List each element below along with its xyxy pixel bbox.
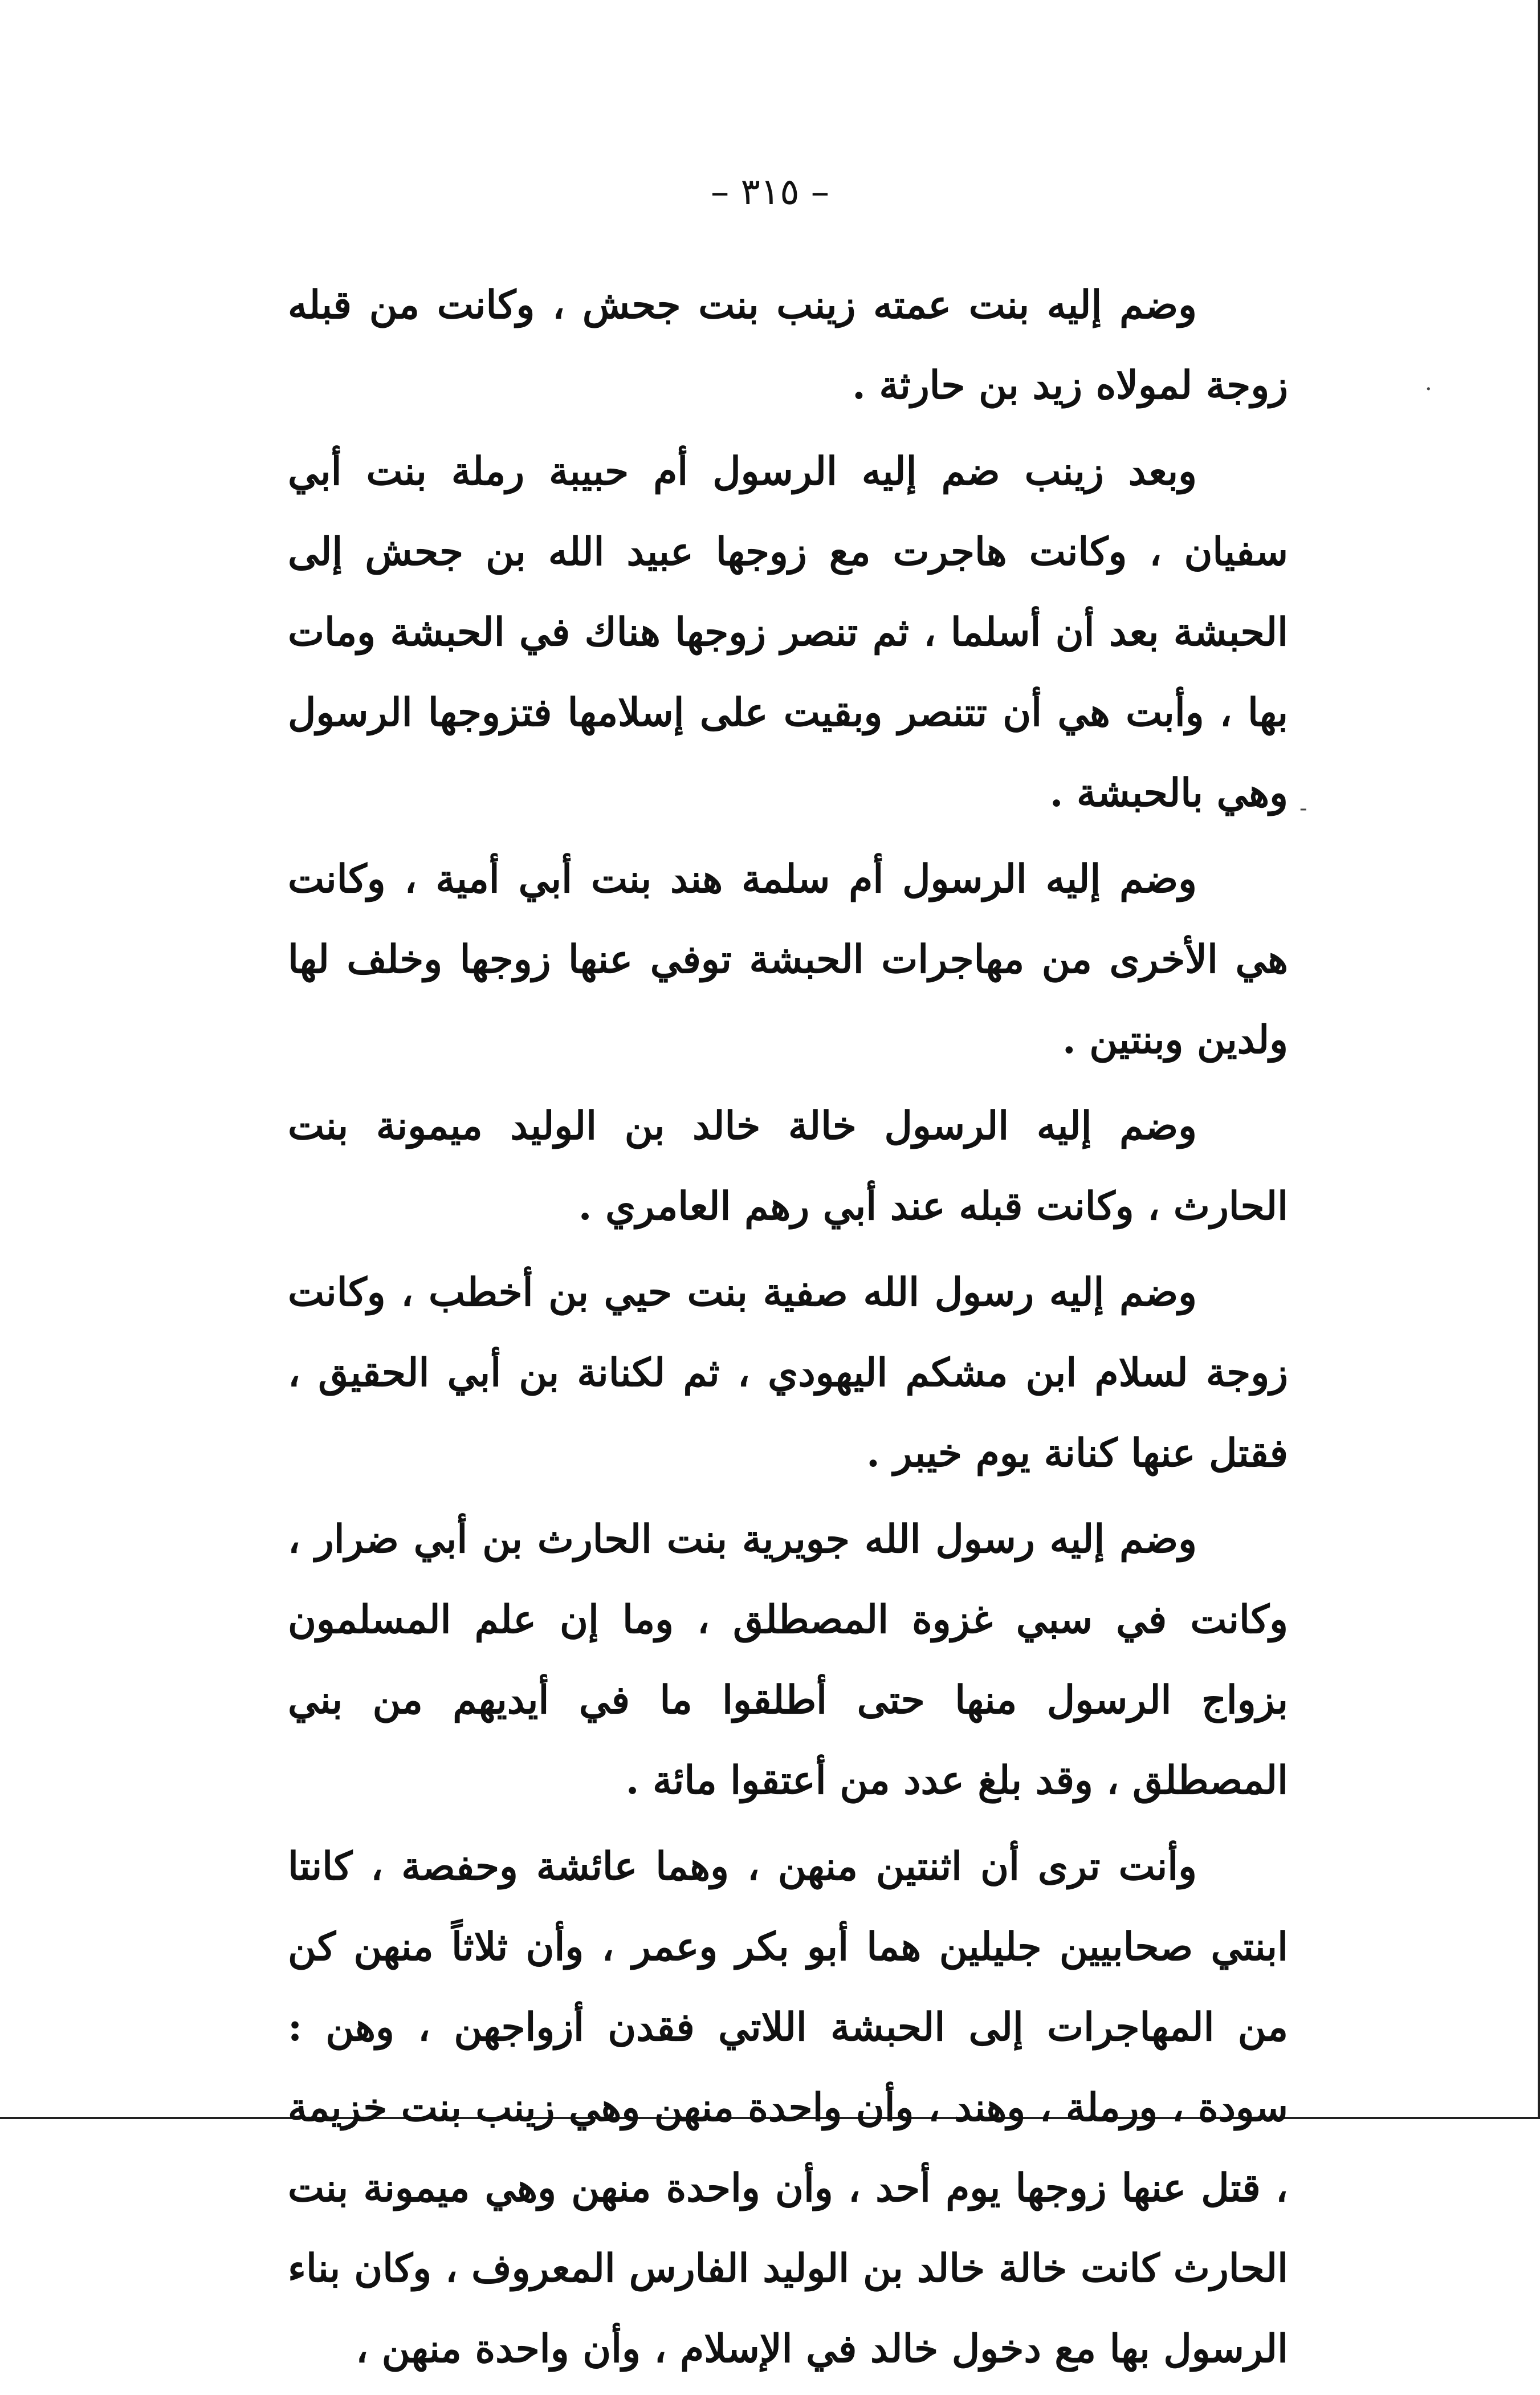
paragraph: وبعد زينب ضم إليه الرسول أم حبيبة رملة بنت أبي سفيان ، وكانت هاجرت مع زوجها عبيد الله بن جحش إلى الحبشة بعد أن أسلما ، ثم تنصر زوجها هناك في الحبشة ومات بها ، وأبت هي أن تتنصر وبقيت على إسلامها فتزوجها الرسول وهي بالحبشة . [288,449,1288,816]
margin-mark: - [1299,795,1307,822]
paragraph: وضم إليه رسول الله جويرية بنت الحارث بن أبي ضرار ، وكانت في سبي غزوة المصطلق ، وما إن علم المسلمون بزواج الرسول منها حتى أطلقوا ما في أيديهم من بني المصطلق ، وقد بلغ عدد من أعتقوا مائة . [288,1516,1288,1803]
margin-mark: · [1425,376,1432,402]
paragraph: وضم إليه الرسول خالة خالد بن الوليد ميمونة بنت الحارث ، وكانت قبله عند أبي رهم العامري . [288,1103,1288,1229]
body-text [288,265,1288,2395]
page-number: – ٣١٥ – [711,171,829,213]
paragraph: وأنت ترى أن اثنتين منهن ، وهما عائشة وحفصة ، كانتا ابنتي صحابيين جليلين هما أبو بكر وعمر ، وأن ثلاثاً منهن كن من المهاجرات إلى الحبشة اللاتي فقدن أزواجهن ، وهن : سودة ، ورملة ، وهند ، وأن واحدة منهن وهي زينب بنت خزيمة ، قتل عنها زوجها يوم أحد ، وأن واحدة منهن وهي ميمونة بنت الحارث كانت خالة خالد بن الوليد الفارس المعروف ، وكان بناء الرسول بها مع دخول خالد في الإسلام ، وأن واحدة منهن ، [288,1844,1288,2372]
paragraph: وضم إليه رسول الله صفية بنت حيي بن أخطب ، وكانت زوجة لسلام ابن مشكم اليهودي ، ثم لكنانة بن أبي الحقيق ، فقتل عنها كنانة يوم خيبر . [288,1270,1288,1476]
paragraph: وضم إليه الرسول أم سلمة هند بنت أبي أمية ، وكانت هي الأخرى من مهاجرات الحبشة توفي عنها زوجها وخلف لها ولدين وبنتين . [288,856,1288,1063]
paragraph: وضم إليه بنت عمته زينب بنت جحش ، وكانت من قبله زوجة لمولاه زيد بن حارثة . [288,282,1288,408]
